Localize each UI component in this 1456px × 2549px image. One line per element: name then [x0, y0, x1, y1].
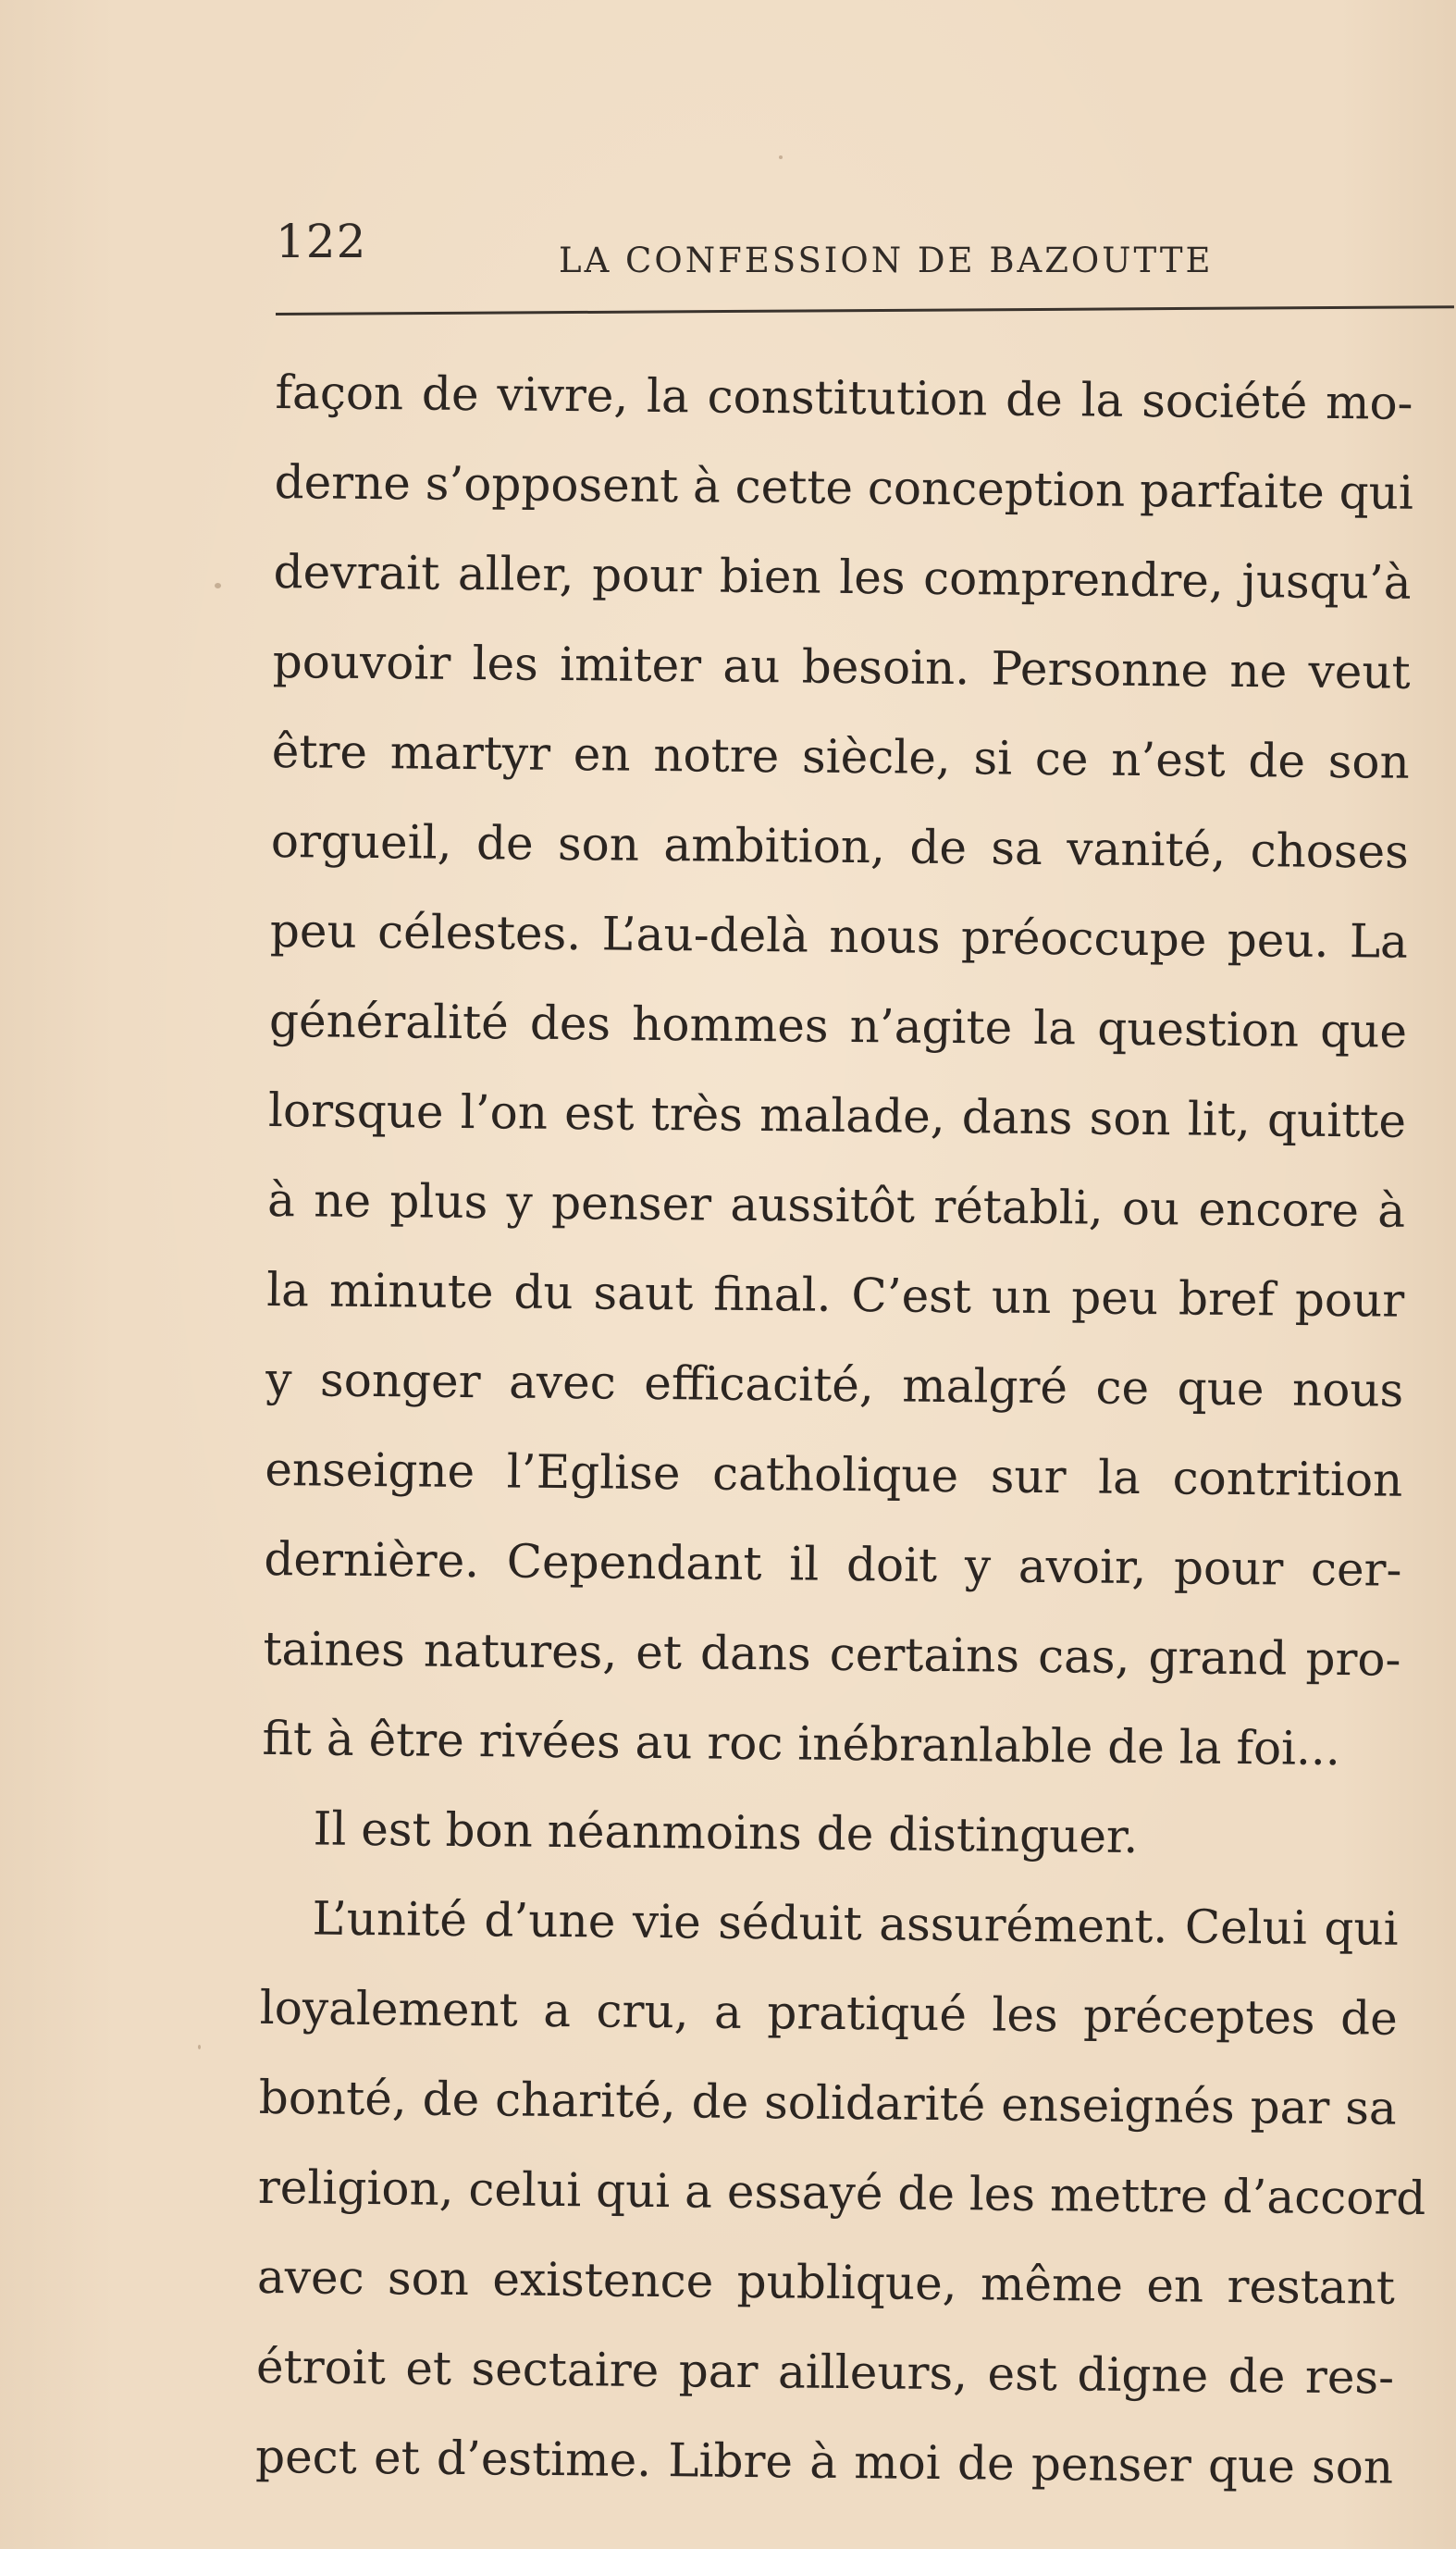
text-line: loyalement a cru, a pratiqué les préceptes de [259, 1980, 1399, 2046]
paper-speck [198, 2045, 201, 2049]
page-header [276, 204, 1452, 305]
text-line: religion, celui qui a essayé de les mettre d’accord [257, 2159, 1426, 2226]
text-line: façon de vivre, la constitution de la société mo- [275, 365, 1413, 430]
running-title: LA CONFESSION DE BAZOUTTE [559, 241, 1214, 280]
text-line: Il est bon néanmoins de distinguer. [313, 1801, 1139, 1864]
text-line: dernière. Cependant il doit y avoir, pour cer- [264, 1531, 1402, 1597]
text-line: orgueil, de son ambition, de sa vanité, choses [270, 813, 1410, 879]
text-line: pouvoir les imiter au besoin. Personne ne veut [272, 634, 1411, 699]
paper-speck [215, 583, 221, 588]
body-text [254, 348, 1426, 2513]
text-line: lorsque l’on est très malade, dans son lit, quitte [267, 1083, 1407, 1148]
text-line: fit à être rivées au roc inébranlable de la foi... [262, 1711, 1341, 1776]
text-line: taines natures, et dans certains cas, grand pro- [263, 1621, 1401, 1687]
paper-speck [779, 155, 783, 159]
text-line: devrait aller, pour bien les comprendre, jusqu’à [273, 544, 1412, 610]
text-line: être martyr en notre siècle, si ce n’est de son [271, 724, 1411, 789]
text-line: à ne plus y penser aussitôt rétabli, ou encore à [266, 1172, 1406, 1238]
header-rule [276, 305, 1454, 316]
text-line: avec son existence publique, même en restant [256, 2249, 1396, 2315]
text-line: y songer avec efficacité, malgré ce que nous [265, 1352, 1404, 1417]
text-line: étroit et sectaire par ailleurs, est digne de res- [255, 2339, 1395, 2405]
text-line: L’unité d’une vie séduit assurément. Celui qui [312, 1891, 1399, 1956]
text-line: bonté, de charité, de solidarité enseignés par sa [258, 2070, 1398, 2135]
page-number: 122 [276, 215, 367, 268]
text-line: peu célestes. L’au-delà nous préoccupe peu. La [269, 903, 1409, 969]
text-line: enseigne l’Eglise catholique sur la contrition [265, 1442, 1403, 1507]
text-line: pect et d’estime. Libre à moi de penser que son [254, 2429, 1394, 2494]
text-line: derne s’opposent à cette conception parfaite qui [274, 454, 1414, 520]
text-line: généralité des hommes n’agite la question que [268, 993, 1408, 1058]
text-line: la minute du saut final. C’est un peu bref pour [265, 1262, 1405, 1328]
